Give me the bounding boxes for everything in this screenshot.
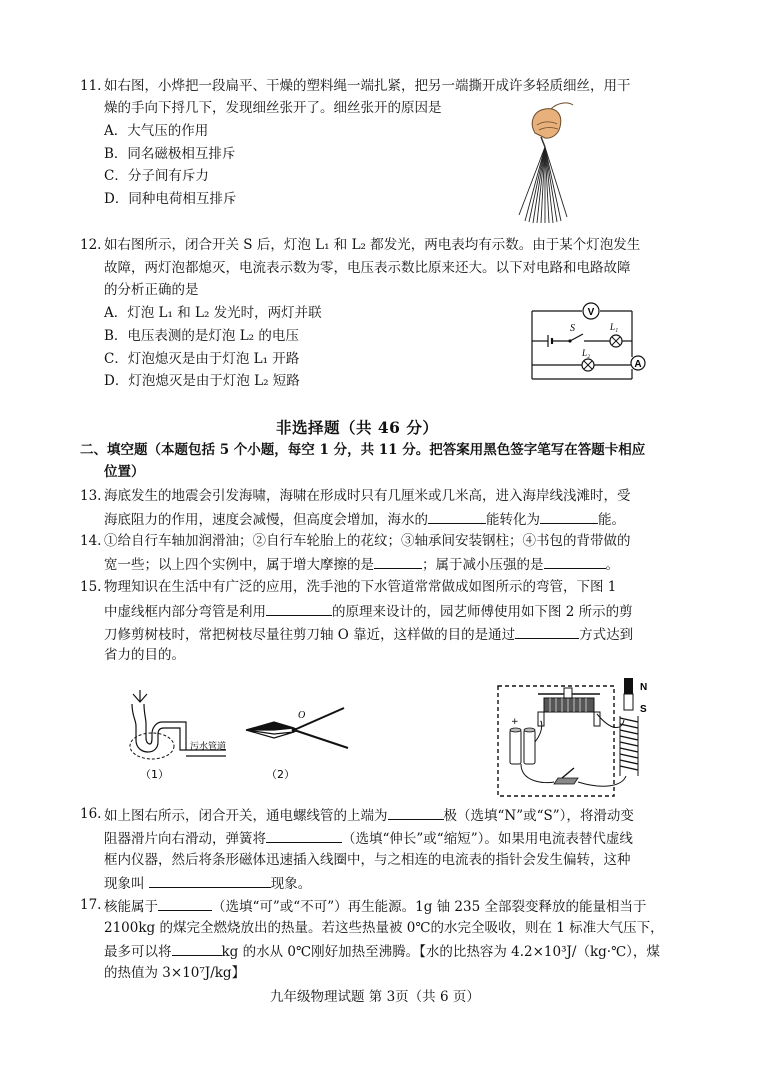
q14-line2-text-c: 。 bbox=[605, 557, 619, 573]
q16-line4 bbox=[104, 873, 311, 894]
q11-option-d: D．同种电荷相互排斥 bbox=[104, 191, 237, 207]
sink-drain-figure bbox=[118, 690, 228, 785]
q13-number: 13. bbox=[80, 488, 102, 504]
q12-stem-line1: 如右图所示，闭合开关 S 后，灯泡 L₁ 和 L₂ 都发光，两电表均有示数。由于某个灯泡发生 bbox=[104, 237, 641, 253]
q17-blank-2[interactable] bbox=[172, 941, 222, 956]
q16-line1-text-b: 极（选填“N”或“S”），将滑动变 bbox=[443, 808, 634, 824]
section-title: 非选择题（共 46 分） bbox=[276, 418, 439, 437]
q11-option-b: B．同名磁极相互排斥 bbox=[104, 146, 236, 162]
q15-blank-1[interactable] bbox=[266, 601, 332, 616]
q12-stem-line2: 故障，两灯泡都熄灭，电流表示数为零，电压表示数比原来还大。以下对电路和电路故障 bbox=[104, 260, 631, 276]
q16-line2-text-a: 阻器滑片向右滑动，弹簧将 bbox=[104, 831, 266, 847]
q15-line3-text-b: 方式达到 bbox=[579, 627, 634, 643]
q15-line3 bbox=[104, 624, 633, 645]
q14-blank-2[interactable] bbox=[544, 554, 606, 569]
q11-stem-line1: 如右图，小烨把一段扁平、干燥的塑料绳一端扎紧，把另一端撕开成许多轻质细丝，用干 bbox=[104, 78, 631, 94]
sewer-pipe-label: 污水管道 bbox=[190, 742, 227, 752]
q12-option-b: B．电压表测的是灯泡 L₂ 的电压 bbox=[104, 328, 299, 344]
q14-line2 bbox=[104, 554, 619, 575]
q14-line2-text-a: 宽一些；以上四个实例中，属于增大摩擦的是 bbox=[104, 557, 374, 573]
magnet-south-label: S bbox=[640, 704, 647, 715]
q16-line4-text-b: 现象。 bbox=[270, 876, 312, 892]
lamp-l1-label: L₁ bbox=[610, 322, 619, 332]
q11-stem-line2: 燥的手向下捋几下，发现细丝张开了。细丝张开的原因是 bbox=[104, 100, 442, 116]
q17-line4: 的热值为 3×10⁷J/kg】 bbox=[104, 965, 246, 981]
q12-option-a: A．灯泡 L₁ 和 L₂ 发光时，两灯并联 bbox=[104, 305, 322, 321]
q17-blank-1[interactable] bbox=[158, 896, 212, 911]
q13-line2-text-b: 能转化为 bbox=[486, 512, 540, 528]
q11-option-c: C．分子间有斥力 bbox=[104, 168, 209, 184]
q16-number: 16. bbox=[80, 806, 102, 822]
circuit-diagram bbox=[530, 293, 655, 385]
hand-strips-figure bbox=[505, 105, 585, 225]
q16-line4-text-a: 现象叫 bbox=[104, 876, 149, 892]
q15-line4: 省力的目的。 bbox=[104, 647, 185, 663]
q17-line1-text-a: 核能属于 bbox=[104, 899, 158, 915]
q16-line1 bbox=[104, 805, 634, 826]
q14-blank-1[interactable] bbox=[374, 554, 422, 569]
q16-blank-1[interactable] bbox=[388, 805, 444, 820]
q12-number: 12. bbox=[80, 237, 102, 253]
q16-line2 bbox=[104, 828, 633, 849]
q16-blank-3[interactable] bbox=[149, 873, 271, 888]
q13-line2-text-c: 能。 bbox=[598, 512, 625, 528]
garden-shears-figure bbox=[244, 702, 354, 787]
shears-pivot-label: O bbox=[298, 710, 306, 721]
q15-line2-text-a: 中虚线框内部分弯管是利用 bbox=[104, 604, 266, 620]
figure1-caption: （1） bbox=[140, 768, 169, 781]
q17-line3 bbox=[104, 941, 660, 962]
q11-option-a: A．大气压的作用 bbox=[104, 123, 209, 139]
q15-number: 15. bbox=[80, 579, 102, 595]
voltmeter-label: V bbox=[587, 307, 595, 318]
switch-label: S bbox=[570, 323, 575, 334]
q17-line1 bbox=[104, 896, 646, 917]
electromagnet-figure bbox=[494, 672, 674, 812]
q14-line2-text-b: ；属于减小压强的是 bbox=[422, 557, 544, 573]
magnet-north-label: N bbox=[640, 682, 648, 693]
q13-line2 bbox=[104, 509, 625, 530]
q13-line1: 海底发生的地震会引发海啸，海啸在形成时只有几厘米或几米高，进入海岸线浅滩时，受 bbox=[104, 488, 631, 504]
part-two-heading-line2: 位置） bbox=[104, 464, 145, 480]
q15-blank-2[interactable] bbox=[515, 624, 579, 639]
svg-text:+: + bbox=[511, 717, 519, 727]
q13-line2-text-a: 海底阻力的作用，速度会减慢，但高度会增加，海水的 bbox=[104, 512, 428, 528]
q13-blank-1[interactable] bbox=[428, 509, 486, 524]
q17-number: 17. bbox=[80, 897, 102, 913]
q15-line2 bbox=[104, 601, 633, 622]
q16-line1-text-a: 如上图右所示，闭合开关，通电螺线管的上端为 bbox=[104, 808, 388, 824]
q14-line1: ①给自行车轴加润滑油；②自行车轮胎上的花纹；③轴承间安装钢柱；④书包的背带做的 bbox=[104, 533, 631, 549]
q14-number: 14. bbox=[80, 533, 102, 549]
q16-line3: 框内仪器，然后将条形磁体迅速插入线圈中，与之相连的电流表的指针会发生偏转，这种 bbox=[104, 852, 631, 868]
q16-line2-text-b: （选填“伸长”或“缩短”）。如果用电流表替代虚线 bbox=[342, 831, 633, 847]
ammeter-label: A bbox=[634, 359, 642, 370]
q17-line3-text-b: kg 的水从 0℃刚好加热至沸腾。【水的比热容为 4.2×10³J/（kg·℃），煤 bbox=[221, 944, 660, 960]
page-footer: 九年级物理试题 第 3页（共 6 页） bbox=[270, 989, 480, 1005]
q17-line2: 2100kg 的煤完全燃烧放出的热量。若这些热量被 0℃的水完全吸收，则在 1 标准大气压下， bbox=[104, 920, 664, 936]
q11-number: 11. bbox=[80, 78, 102, 94]
q13-blank-2[interactable] bbox=[540, 509, 598, 524]
lamp-l2-label: L₂ bbox=[582, 348, 591, 358]
q15-line3-text-a: 刀修剪树枝时，常把树枝尽量往剪刀轴 O 靠近，这样做的目的是通过 bbox=[104, 627, 516, 643]
figure2-caption: （2） bbox=[266, 768, 295, 781]
part-two-heading-line1: 二、填空题（本题包括 5 个小题，每空 1 分，共 11 分。把答案用黑色签字笔写在答题卡相应 bbox=[80, 442, 646, 458]
q12-option-d: D．灯泡熄灭是由于灯泡 L₂ 短路 bbox=[104, 373, 300, 389]
q15-line2-text-b: 的原理来设计的，园艺师傅使用如下图 2 所示的剪 bbox=[332, 604, 633, 620]
q15-line1: 物理知识在生活中有广泛的应用，洗手池的下水管道常常做成如图所示的弯管，下图 1 bbox=[104, 579, 617, 595]
q17-line1-text-b: （选填“可”或“不可”）再生能源。1g 铀 235 全部裂变释放的能量相当于 bbox=[212, 899, 647, 915]
q12-stem-line3: 的分析正确的是 bbox=[104, 282, 199, 298]
q17-line3-text-a: 最多可以将 bbox=[104, 944, 172, 960]
q12-option-c: C．灯泡熄灭是由于灯泡 L₁ 开路 bbox=[104, 351, 300, 367]
q16-blank-2[interactable] bbox=[266, 828, 342, 843]
